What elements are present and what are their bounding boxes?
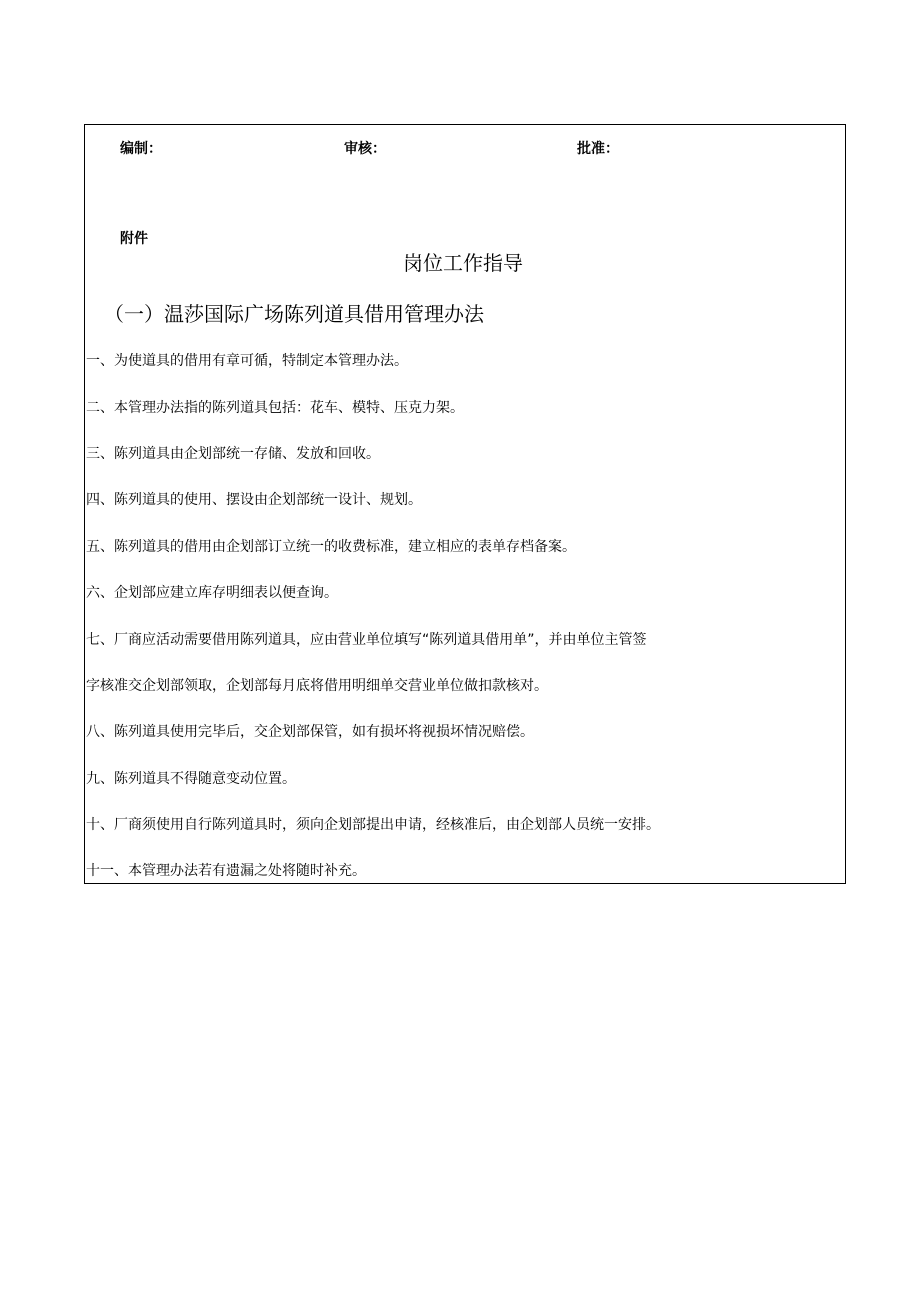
clause-7: 七、厂商应活动需要借用陈列道具，应由营业单位填写“陈列道具借用单”，并由单位主管签 xyxy=(86,632,647,648)
clause-3: 三、陈列道具由企划部统一存储、发放和回收。 xyxy=(86,446,380,462)
document-title: 岗位工作指导 xyxy=(403,251,523,275)
compiled-by-label: 编制： xyxy=(120,141,162,157)
clause-4: 四、陈列道具的使用、摆设由企划部统一设计、规划。 xyxy=(86,492,422,508)
clause-9: 九、陈列道具不得随意变动位置。 xyxy=(86,771,296,787)
attachment-label: 附件 xyxy=(120,231,148,247)
clause-11: 十一、本管理办法若有遗漏之处将随时补充。 xyxy=(86,863,366,879)
reviewed-by-label: 审核： xyxy=(344,141,386,157)
clause-2: 二、本管理办法指的陈列道具包括：花车、模特、压克力架。 xyxy=(86,400,464,416)
section-heading: （一）温莎国际广场陈列道具借用管理办法 xyxy=(104,302,484,326)
clause-8: 八、陈列道具使用完毕后，交企划部保管，如有损坏将视损坏情况赔偿。 xyxy=(86,724,534,740)
clause-7-continued: 字核准交企划部领取，企划部每月底将借用明细单交营业单位做扣款核对。 xyxy=(86,678,548,694)
clause-5: 五、陈列道具的借用由企划部订立统一的收费标准，建立相应的表单存档备案。 xyxy=(86,539,576,555)
approved-by-label: 批准： xyxy=(577,141,619,157)
clause-1: 一、为使道具的借用有章可循，特制定本管理办法。 xyxy=(86,353,408,369)
clause-6: 六、企划部应建立库存明细表以便查询。 xyxy=(86,585,338,601)
clause-10: 十、厂商须使用自行陈列道具时，须向企划部提出申请，经核准后，由企划部人员统一安排。 xyxy=(86,817,660,833)
